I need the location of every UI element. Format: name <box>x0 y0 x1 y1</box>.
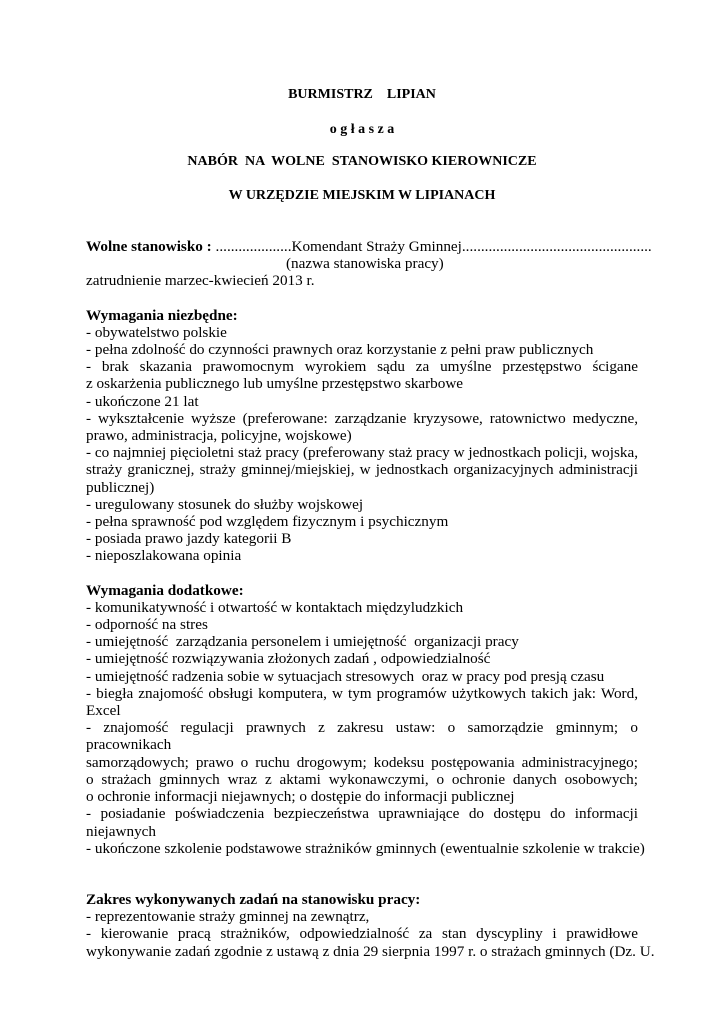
list-item: - pełna sprawność pod względem fizycznym i psychicznym <box>86 513 449 531</box>
list-item: - posiada prawo jazdy kategorii B <box>86 530 292 548</box>
list-item: - znajomość regulacji prawnych z zakresu ustaw: o samorządzie gminnym; o pracownikach <box>86 719 638 754</box>
list-item: - co najmniej pięcioletni staż pracy (preferowany staż pracy w jednostkach policji, wojska, <box>86 444 638 462</box>
additional-section <box>86 581 645 857</box>
list-item: - umiejętność rozwiązywania złożonych zadań , odpowiedzialność <box>86 650 491 668</box>
list-item: - ukończone 21 lat <box>86 392 199 410</box>
list-item: - odporność na stres <box>86 616 208 634</box>
list-item: - nieposzlakowana opinia <box>86 547 242 565</box>
list-item: - ukończone szkolenie podstawowe strażników gminnych (ewentualnie szkolenie w trakcie) <box>86 839 645 857</box>
list-item: samorządowych; prawo o ruchu drogowym; kodeksu postępowania administracyjnego; <box>86 753 638 771</box>
list-item: - reprezentowanie straży gminnej na zewnątrz, <box>86 908 370 926</box>
office-title: W URZĘDZIE MIEJSKIM W LIPIANACH <box>228 188 496 203</box>
list-item: - biegła znajomość obsługi komputera, w tym programów użytkowych takich jak: Word, <box>86 684 638 702</box>
list-item: - pełna zdolność do czynności prawnych oraz korzystanie z pełni praw publicznych <box>86 341 594 359</box>
list-item: - komunikatywność i otwartość w kontaktach międzyludzkich <box>86 598 464 616</box>
list-item: o strażach gminnych wraz z aktami wykonawczymi, o ochronie danych osobowych; <box>86 770 638 788</box>
list-item: - umiejętność zarządzania personelem i umiejętność organizacji pracy <box>86 633 519 651</box>
list-item: Excel <box>86 702 121 720</box>
required-section <box>86 307 638 565</box>
list-item: - obywatelstwo polskie <box>86 323 227 341</box>
position-value: ....................Komendant Straży Gminnej.................................................. <box>215 238 652 255</box>
list-item: publicznej) <box>86 478 155 496</box>
list-item: - uregulowany stosunek do służby wojskowej <box>86 495 364 513</box>
list-item: - wykształcenie wyższe (preferowane: zarządzanie kryzysowe, ratownictwo medyczne, <box>86 409 638 427</box>
position-section <box>86 238 652 290</box>
position-label: Wolne stanowisko : <box>86 238 216 255</box>
list-item: - umiejętność radzenia sobie w sytuacjach stresowych oraz w pracy pod presją czasu <box>86 667 605 685</box>
list-item: - kierowanie pracą strażników, odpowiedzialność za stan dyscypliny i prawidłowe <box>86 925 638 943</box>
duties-section <box>86 890 655 960</box>
list-item: straży granicznej, straży gminnej/miejskiej, w jednostkach organizacyjnych administracji <box>86 461 638 479</box>
list-item: z oskarżenia publicznego lub umyślne przestępstwo skarbowe <box>86 375 464 393</box>
employment-period: zatrudnienie marzec-kwiecień 2013 r. <box>86 272 315 290</box>
duties-heading: Zakres wykonywanych zadań na stanowisku pracy: <box>86 890 421 908</box>
list-item: - brak skazania prawomocnym wyrokiem sądu za umyślne przestępstwo ścigane <box>86 358 638 376</box>
list-item: prawo, administracja, policyjne, wojskowe) <box>86 427 352 445</box>
list-item: o ochronie informacji niejawnych; o dostępie do informacji publicznej <box>86 788 515 806</box>
list-item: - posiadanie poświadczenia bezpieczeństwa uprawniające do dostępu do informacji <box>86 805 638 823</box>
list-item: niejawnych <box>86 822 157 840</box>
authority-heading: BURMISTRZ LIPIAN <box>288 87 436 102</box>
announces-heading: o g ł a s z a <box>329 122 395 137</box>
position-note: (nazwa stanowiska pracy) <box>286 255 444 273</box>
list-item: wykonywanie zadań zgodnie z ustawą z dnia 29 sierpnia 1997 r. o strażach gminnych (Dz. U. <box>86 942 655 960</box>
additional-heading: Wymagania dodatkowe: <box>86 581 244 599</box>
document-body <box>86 238 655 960</box>
required-heading: Wymagania niezbędne: <box>86 306 238 324</box>
recruitment-title: NABÓR NA WOLNE STANOWISKO KIEROWNICZE <box>187 154 537 169</box>
